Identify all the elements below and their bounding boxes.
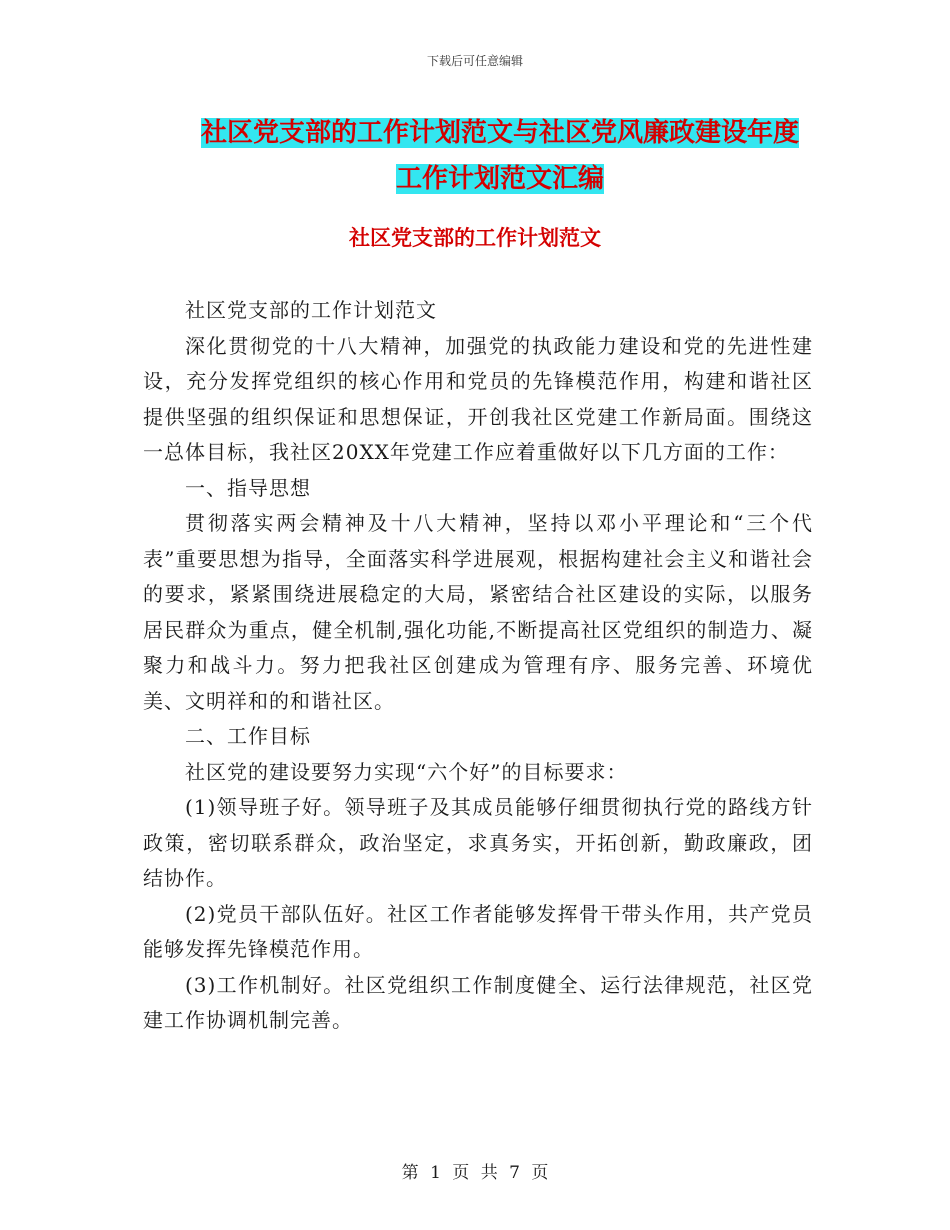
document-title-line1: 社区党支部的工作计划范文与社区党风廉政建设年度 xyxy=(200,118,799,148)
document-title xyxy=(190,110,810,202)
paragraph: 贯彻落实两会精神及十八大精神，坚持以邓小平理论和“三个代表”重要思想为指导，全面落实科学进展观，根据构建社会主义和谐社会的要求，紧紧围绕进展稳定的大局，紧密结合社区建设的实际，以服务居民群众为重点，健全机制,强化功能,不断提高社区党组织的制造力、凝聚力和战斗力。努力把我社区创建成为管理有序、服务完善、环境优美、文明祥和的和谐社区。 xyxy=(143,511,813,713)
paragraph: 深化贯彻党的十八大精神，加强党的执政能力建设和党的先进性建设，充分发挥党组织的核心作用和党员的先锋模范作用，构建和谐社区提供坚强的组织保证和思想保证，开创我社区党建工作新局面。围绕这一总体目标，我社区20XX年党建工作应着重做好以下几方面的工作： xyxy=(143,333,813,464)
list-item: (1)领导班子好。领导班子及其成员能够仔细贯彻执行党的路线方针政策，密切联系群众，政治坚定，求真务实，开拓创新，勤政廉政，团结协作。 xyxy=(143,795,813,890)
document-body xyxy=(143,293,813,1039)
section-title: 社区党支部的工作计划范文 xyxy=(349,226,601,250)
paragraph: 社区党支部的工作计划范文 xyxy=(185,298,437,322)
header-note: 下载后可任意编辑 xyxy=(426,54,523,68)
paragraph: 社区党的建设要努力实现“六个好”的目标要求： xyxy=(185,759,628,784)
heading-work-goals: 二、工作目标 xyxy=(185,724,311,748)
list-item: (2)党员干部队伍好。社区工作者能够发挥骨干带头作用，共产党员能够发挥先锋模范作用。 xyxy=(143,901,813,961)
list-item: (3)工作机制好。社区党组织工作制度健全、运行法律规范，社区党建工作协调机制完善。 xyxy=(143,972,813,1032)
page-number: 第 1 页 共 7 页 xyxy=(401,1163,549,1183)
heading-guiding-ideology: 一、指导思想 xyxy=(185,475,311,500)
document-title-line2: 工作计划范文汇编 xyxy=(395,164,604,194)
